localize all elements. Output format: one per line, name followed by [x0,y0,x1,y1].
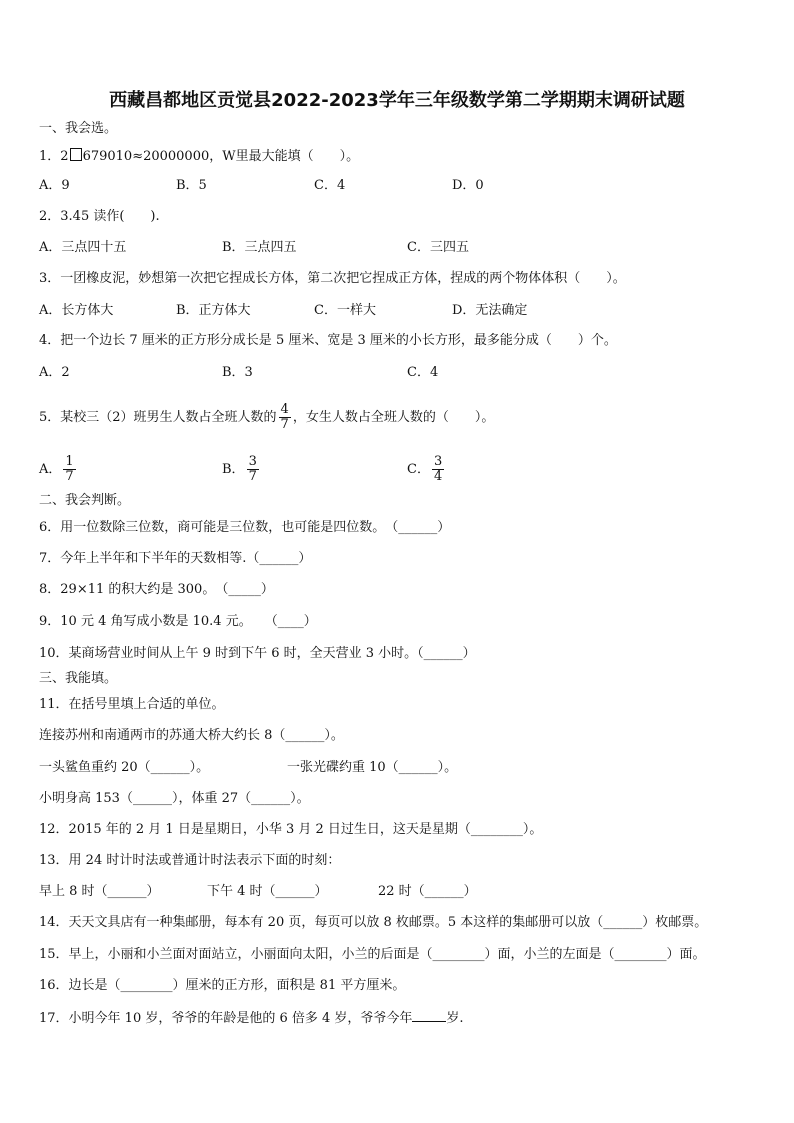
fill-question-13: 13．用 24 时计时法或普通计时法表示下面的时刻： [39,853,341,868]
fill-question-17 [39,1009,464,1027]
answer-blank [412,1009,446,1022]
option-a: A．2 [39,365,70,380]
fraction-denominator: 7 [248,469,257,484]
question-text: 岁. [446,1011,464,1026]
judge-question: 8．29×11 的积大约是 300。 （_____） [39,582,274,597]
fraction-numerator: 4 [280,402,289,417]
option-d: D．无法确定 [452,303,528,318]
question-1 [39,148,359,165]
option-label: A． [39,462,62,477]
fill-question-11c: 一张光碟约重 10（______）。 [287,760,458,775]
question-text: 2 [60,149,69,164]
fraction [432,455,444,484]
fill-question-11a: 连接苏州和南通两市的苏通大桥大约长 8（______）。 [39,728,344,743]
question-text: 17．小明今年 10 岁，爷爷的年龄是他的 6 倍多 4 岁，爷爷今年 [39,1011,413,1026]
fraction [247,455,259,484]
fraction-numerator: 3 [248,454,257,469]
section-heading-fill: 三、我能填。 [39,671,118,686]
fraction [63,455,75,484]
section-heading-judge: 二、我会判断。 [39,493,131,508]
section-heading-choose: 一、我会选。 [39,121,118,136]
option-c: C．三四五 [407,240,469,255]
fill-question-11b: 一头鲨鱼重约 20（______）。 [39,760,210,775]
option-label: B． [222,462,245,477]
question-text: 5．某校三（2）班男生人数占全班人数的 [39,410,277,425]
option-a: A．9 [39,178,70,193]
page-title: 西藏昌都地区贡觉县2022-2023学年三年级数学第二学期期末调研试题 [109,90,685,111]
option-a: A．三点四十五 [39,240,127,255]
fill-question-11d: 小明身高 153（______），体重 27（______）。 [39,791,310,806]
fill-question-15: 15．早上，小丽和小兰面对面站立，小丽面向太阳，小兰的后面是（________）面，小兰的左面是（________）面。 [39,947,706,962]
option-a: A．长方体大 [39,303,114,318]
fraction-denominator: 7 [65,469,74,484]
fraction-numerator: 3 [433,454,443,469]
question-text: 679010≈20000000，W里最大能填（ ）。 [82,149,360,164]
question-3: 3．一团橡皮泥，妙想第一次把它捏成长方体，第二次把它捏成正方体，捏成的两个物体体积（ ）。 [39,271,626,286]
fill-question-14: 14．天天文具店有一种集邮册，每本有 20 页，每页可以放 8 枚邮票。5 本这样的集邮册可以放（______）枚邮票。 [39,915,708,930]
question-4: 4．把一个边长 7 厘米的正方形分成长是 5 厘米、宽是 3 厘米的小长方形，最多能分成（ ）个。 [39,333,617,348]
judge-question: 7．今年上半年和下半年的天数相等.（______） [39,551,312,566]
option-c: C．一样大 [314,303,376,318]
option-c [407,455,446,484]
option-b [222,455,261,484]
option-d: D．0 [452,178,484,193]
fill-question-12: 12．2015 年的 2 月 1 日是星期日，小华 3 月 2 日过生日，这天是星期（________）。 [39,822,543,837]
fraction-denominator: 4 [433,469,443,484]
fill-question-13b: 下午 4 时（______） [207,884,328,899]
judge-question: 10．某商场营业时间从上午 9 时到下午 6 时，全天营业 3 小时。（______） [39,646,476,661]
judge-question: 9．10 元 4 角写成小数是 10.4 元。 （____） [39,614,317,629]
judge-question: 6．用一位数除三位数，商可能是三位数，也可能是四位数。 （______） [39,520,451,535]
option-b: B．5 [176,178,207,193]
question-number: 1． [39,149,61,164]
option-c: C．4 [407,365,439,380]
option-a [39,455,78,484]
option-b: B．三点四五 [222,240,297,255]
fraction [279,403,291,432]
question-text: ，女生人数占全班人数的（ ）。 [292,410,495,425]
option-c: C．4 [314,178,346,193]
fill-question-13c: 22 时（______） [378,884,477,899]
empty-box-icon [70,148,82,161]
option-b: B．正方体大 [176,303,251,318]
fill-question-11: 11．在括号里填上合适的单位。 [39,697,225,712]
option-b: B．3 [222,365,253,380]
fraction-numerator: 1 [65,454,74,469]
question-5 [39,403,494,432]
fraction-denominator: 7 [280,417,289,432]
fill-question-13a: 早上 8 时（______） [39,884,160,899]
fill-question-16: 16．边长是（________）厘米的正方形，面积是 81 平方厘米。 [39,978,406,993]
question-2: 2．3.45 读作( ). [39,209,160,224]
option-label: C． [407,462,430,477]
